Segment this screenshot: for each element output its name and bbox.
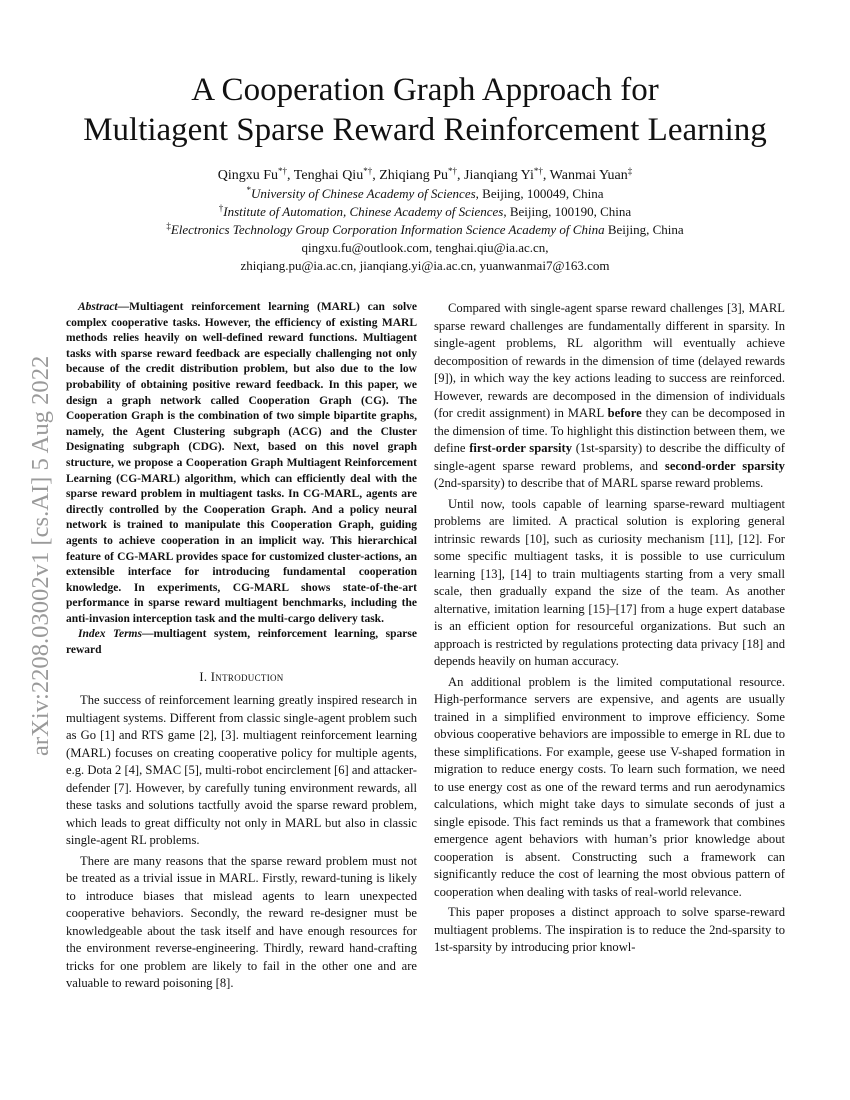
paragraph-text: (2nd-sparsity) to describe that of MARL sparse reward problems.: [434, 476, 764, 490]
index-terms: [66, 627, 417, 658]
section-number: I.: [199, 669, 208, 684]
affiliation-institution: Electronics Technology Group Corporation Information Science Academy of China: [170, 222, 605, 237]
affiliation-institution: Institute of Automation, Chinese Academy of Sciences: [223, 204, 504, 219]
paragraph-text: (1st-sparsity) to describe the difficulty of single-agent sparse reward problems, and: [434, 441, 785, 473]
author-mark: *†: [448, 166, 458, 176]
index-terms-text: —multiagent system, reinforcement learning, sparse reward: [66, 628, 417, 657]
paragraph: The success of reinforcement learning greatly inspired research in multiagent systems. Different from classic single-agent problem such as Go [1] and RTS game [2], [3]. multiagent reinforcement learning (MARL) focuses on creating cooperative policy for multiple agents, e.g. Dota 2 [4], SMAC [5], multi-robot encirclement [6] and attacker-defender [7]. However, by carefully tuning environment rewards, all these tasks and solutions tactfully avoid the sparse reward problem, which leads to great difficulty not only in MARL but also in classic single-agent RL problems.: [66, 693, 417, 848]
paragraph: Until now, tools capable of learning sparse-reward multiagent problems are limited. A practical solution is exploring general intrinsic rewards [10], such as curiosity mechanism [11], [12]. For some specific multiagent tasks, it is possible to use curriculum learning [13], [14] to train multiagents starting from a very small scale, then gradually expand the size of the team. As another alternative, imitation learning [15]–[17] from a huge expert database is an efficient option for resourceful organizations. But such an approach is restricted by regulations protecting data privacy [18] and depends heavily on human accuracy.: [434, 496, 785, 668]
author-mark: ‡: [627, 166, 633, 176]
paragraph: [434, 300, 785, 493]
term-second-order-sparsity: second-order sparsity: [664, 458, 785, 473]
affiliation-1: [40, 185, 810, 203]
affiliation-mark: ‡: [166, 221, 171, 231]
right-column: [434, 300, 785, 960]
author-name: Jianqiang Yi: [464, 168, 534, 183]
paragraph: This paper proposes a distinct approach to solve sparse-reward multiagent problems. The inspiration is to reduce the 2nd-sparsity to 1st-sparsity by introducing prior knowl-: [434, 905, 785, 954]
affiliation-mark: *: [246, 185, 251, 195]
author-name: Zhiqiang Pu: [379, 168, 449, 183]
abstract: [66, 300, 417, 627]
abstract-label: Abstract: [78, 301, 118, 313]
author-mark: *†: [533, 166, 543, 176]
author-mark: *†: [363, 166, 373, 176]
affiliation-location: , Beijing, 100049, China: [475, 186, 604, 201]
emphasis-before: before: [607, 406, 642, 420]
paragraph-text: Compared with single-agent sparse reward challenges [3], MARL sparse reward challenges are fundamentally different in sparsity. In single-agent problems, RL algorithm will eventually achieve decomposition of rewards in the dimension of time (delayed rewards [9]), in which way the key actions leading to success are reinforced. However, rewards are decomposed in the dimension of individuals (for credit assignment) in MARL: [434, 301, 785, 420]
section-title: Introduction: [210, 669, 284, 684]
author-name: Qingxu Fu: [217, 168, 279, 183]
affiliation-location: Beijing, China: [604, 222, 684, 237]
email-line-1: qingxu.fu@outlook.com, tenghai.qiu@ia.ac.cn,: [301, 240, 549, 255]
author-list: Qingxu Fu*†, Tenghai Qiu*†, Zhiqiang Pu*†, Jianqiang Yi*†, Wanmai Yuan‡: [217, 166, 633, 183]
affiliation-location: , Beijing, 100190, China: [503, 204, 632, 219]
section-heading-introduction: [66, 669, 417, 687]
author-mark: *†: [278, 166, 288, 176]
author-name: Wanmai Yuan: [549, 168, 628, 183]
left-column: [66, 300, 417, 996]
index-terms-label: Index Terms: [78, 628, 142, 641]
affiliation-2: [40, 203, 810, 221]
affiliation-3: [40, 221, 810, 239]
paper-title-line-1: A Cooperation Graph Approach for: [191, 72, 659, 108]
paragraph-text: they can be decomposed in the dimension of time. To highlight this distinction between them, we define: [434, 406, 785, 455]
paragraph: An additional problem is the limited computational resource. High-performance servers are expensive, and agents are usually trained in a simplified environment to improve efficiency. Some obvious cooperative behaviors are impossible to emerge in RL due to these simplifications. For example, geese use V-shaped formation in migration to reduce energy costs. To learn such formation, we need to use energy cost as one of the reward terms and run aerodynamics calculations, which might take days to simulate seconds of just a single episode. This fact reminds us that a framework that combines emergence agent behaviors with human’s prior knowledge about cooperation is absent. Constructing such a framework can significantly reduce the cost of learning the most obvious pattern of cooperation when dealing with tasks of real-world relevance.: [434, 674, 785, 899]
abstract-text: —Multiagent reinforcement learning (MARL) can solve complex cooperative tasks. However, the efficiency of existing MARL methods relies heavily on well-defined reward functions. Multiagent tasks with sparse reward feedback are especially challenging not only because of the credit distribution problem, but also due to the low probability of obtaining positive reward feedback. In this paper, we design a graph network called Cooperation Graph (CG). The Cooperation Graph is the combination of two simple bipartite graphs, namely, the Agent Clustering subgraph (ACG) and the Cluster Designating subgraph (CDG). Next, based on this novel graph structure, we propose a Cooperation Graph Multiagent Reinforcement Learning (CG-MARL) algorithm, which can efficiently deal with the sparse reward problem in multiagent tasks. In CG-MARL, agents are directly controlled by the Cooperation Graph. And a policy neural network is trained to manipulate this Cooperation Graph, guiding agents to achieve cooperation in an implicit way. This hierarchical feature of CG-MARL provides space for customized cluster-actions, an extensible interface for introducing fundamental cooperation knowledge. In experiments, CG-MARL shows state-of-the-art performance in sparse reward multiagent benchmarks, including the anti-invasion interception task and the multi-cargo delivery task.: [66, 301, 417, 625]
author-name: Tenghai Qiu: [293, 168, 364, 183]
affiliation-institution: University of Chinese Academy of Sciences: [250, 186, 476, 201]
arxiv-stamp: arXiv:2208.03002v1 [cs.AI] 5 Aug 2022: [27, 355, 54, 756]
paragraph: There are many reasons that the sparse reward problem must not be treated as a trivial issue in MARL. Firstly, reward-tuning is likely to introduce biases that mislead agents to learn unexpected cooperative behaviors. Secondly, the reward re-designer must be knowledgeable about the task itself and have enough resources for the environment reverse-engineering. Thirdly, reward hand-crafting tricks for one problem are likely to fail in the other one and are valuable to reward poisoning [8].: [66, 853, 417, 991]
email-line-2: zhiqiang.pu@ia.ac.cn, jianqiang.yi@ia.ac.cn, yuanwanmai7@163.com: [240, 258, 610, 273]
term-first-order-sparsity: first-order sparsity: [469, 441, 572, 455]
paper-title-line-2: Multiagent Sparse Reward Reinforcement Learning: [83, 112, 767, 148]
affiliation-mark: †: [218, 203, 224, 213]
